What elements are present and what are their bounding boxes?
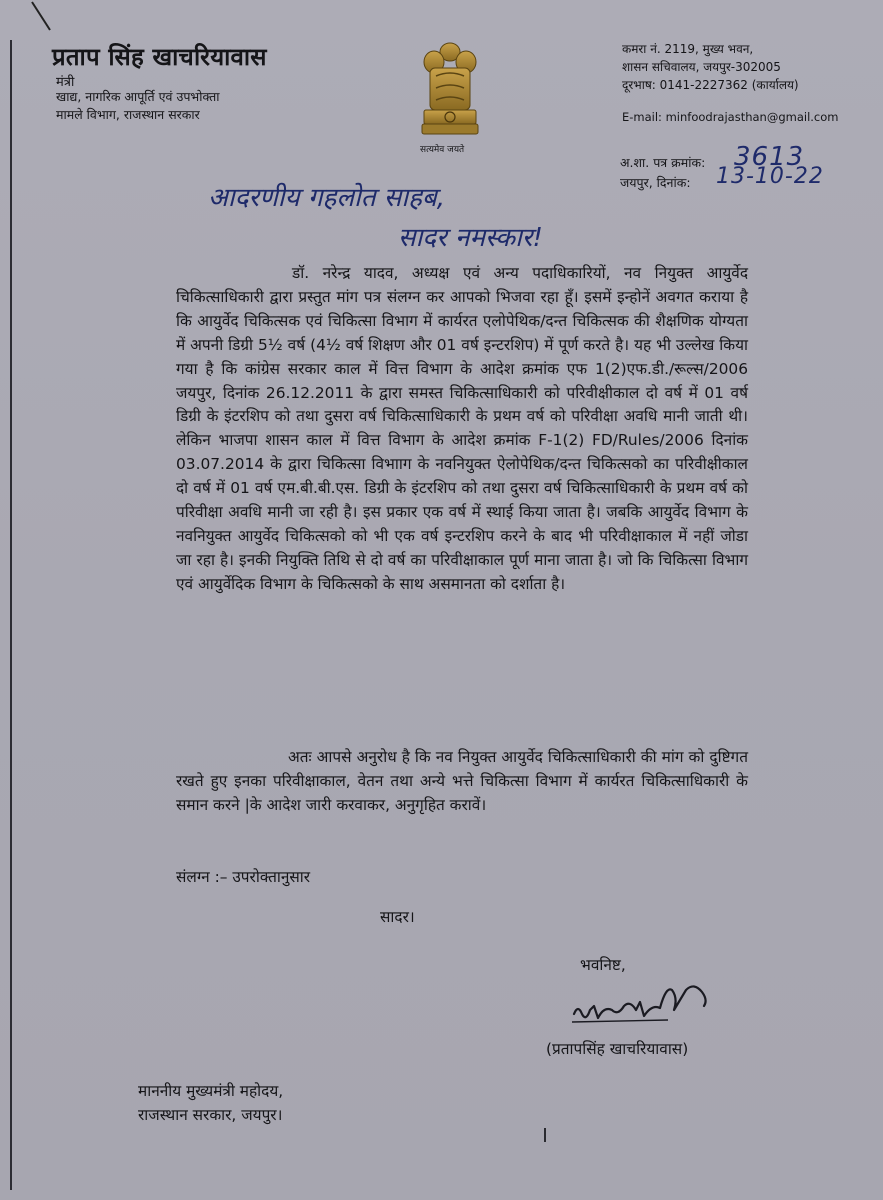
salutation-line1: आदरणीय गहलोत साहब,: [208, 183, 446, 213]
date-value: 13-10-22: [716, 164, 824, 189]
date-label: जयपुर, दिनांक:: [620, 175, 691, 190]
body-paragraph-2: अतः आपसे अनुरोध है कि नव नियुक्त आयुर्वेद चिकित्साधिकारी की मांग को दुष्टिगत रखते हुए इनका परिवीक्षाकाल, वेतन तथा अन्ये भत्ते चिकित्सा विभाग में कार्यरत चिकित्साधिकारी के समान करने |के आदेश जारी करवाकर, अनुगृहित करावें।: [176, 748, 748, 814]
page-edge-line: [10, 40, 12, 1190]
emblem-motto: सत्यमेव जयते: [420, 145, 465, 155]
letterhead-name: प्रताप सिंह खाचरियावास: [52, 43, 267, 71]
office-address-line2: शासन सचिवालय, जयपुर-302005: [622, 60, 781, 74]
handwritten-signature: [568, 976, 718, 1032]
stray-mark: [544, 1128, 546, 1142]
addressee-line2: राजस्थान सरकार, जयपुर।: [138, 1106, 283, 1124]
national-emblem-icon: [412, 40, 488, 148]
closing-valediction: भवनिष्ट,: [580, 956, 626, 974]
enclosure-note: संलग्न :– उपरोक्तानुसार: [176, 868, 311, 886]
body-paragraph-1: डॉ. नरेन्द्र यादव, अध्यक्ष एवं अन्य पदाधिकारियों, नव नियुक्त आयुर्वेद चिकित्साधिकारी द्वारा प्रस्तुत मांग पत्र संलग्न कर आपको भिजवा रहा हूँ। इसमें इन्होनें अवगत कराया है कि आयुर्वेद चिकित्सक एवं चिकित्सा विभाग में कार्यरत एलोपेथिक/दन्त चिकित्सक की शैक्षणिक योग्यता में अपनी डिग्री 5½ वर्ष (4½ वर्ष शिक्षण और 01 वर्ष इन्टरशिप) में पूर्ण करते है। यह भी उल्लेख किया गया है कि कांग्रेस सरकार काल में वित्त विभाग के आदेश क्रमांक एफ 1(2)एफ.डी./रूल्स/2006 जयपुर, दिनांक 26.12.2011 के द्वारा समस्त चिकित्साधिकारी को परिवीक्षीकाल दो वर्ष में 01 वर्ष डिग्री के इंटरशिप को तथा दुसरा वर्ष चिकित्साधिकारी के प्रथम वर्ष को परिवीक्षा अवधि मानी जाती थी। लेकिन भाजपा शासन काल में वित्त विभाग के आदेश क्रमांक F-1(2) FD/Rules/2006 दिनांक 03.07.2014 के द्वारा चिकित्सा विभााग के नवनियुक्त ऐलोपेथिक/दन्त चिकित्सको का परिवीक्षीकाल दो वर्ष में 01 वर्ष एम.बी.बी.एस. डिग्री के इंटरशिप को तथा दुसरा वर्ष चिकित्साधिकारी के प्रथम वर्ष को परिवीक्षा अवधि मानी जा रही है। इस प्रकार एक वर्ष में स्थाई किया जाता है। जबकि आयुर्वेद विभाग के नवनियुक्त आयुर्वेद चिकित्सको को भी एक वर्ष इन्टरशिप करने के बाद भी परिवीक्षाकाल में नहीं जोडा जा रहा है। इनकी नियुक्ति तिथि से दो वर्ष का परिवीक्षाकाल पूर्ण माना जाता है। जो कि चिकित्सा विभाग एवं आयुर्वेदिक विभाग के चिकित्सको के साथ असमानता को दर्शाता है।: [176, 264, 748, 593]
reference-label: अ.शा. पत्र क्रमांक:: [620, 155, 706, 170]
office-address-line1: कमरा नं. 2119, मुख्य भवन,: [622, 42, 754, 56]
corner-fold-mark: [30, 0, 54, 36]
letterhead-department-line2: मामले विभाग, राजस्थान सरकार: [56, 107, 200, 122]
reference-number: 3613: [734, 142, 805, 172]
closing-sadar: सादर।: [380, 908, 415, 926]
office-email: E-mail: minfoodrajasthan@gmail.com: [622, 110, 839, 124]
addressee-line1: माननीय मुख्यमंत्री महोदय,: [138, 1082, 284, 1100]
letterhead-department-line1: खाद्य, नागरिक आपूर्ति एवं उपभोक्ता: [56, 89, 220, 104]
signatory-name: (प्रतापसिंह खाचरियावास): [546, 1040, 689, 1058]
letterhead-role: मंत्री: [56, 75, 75, 90]
salutation-line2: सादर नमस्कार!: [398, 223, 543, 253]
office-phone: दूरभाष: 0141-2227362 (कार्यालय): [622, 78, 799, 92]
